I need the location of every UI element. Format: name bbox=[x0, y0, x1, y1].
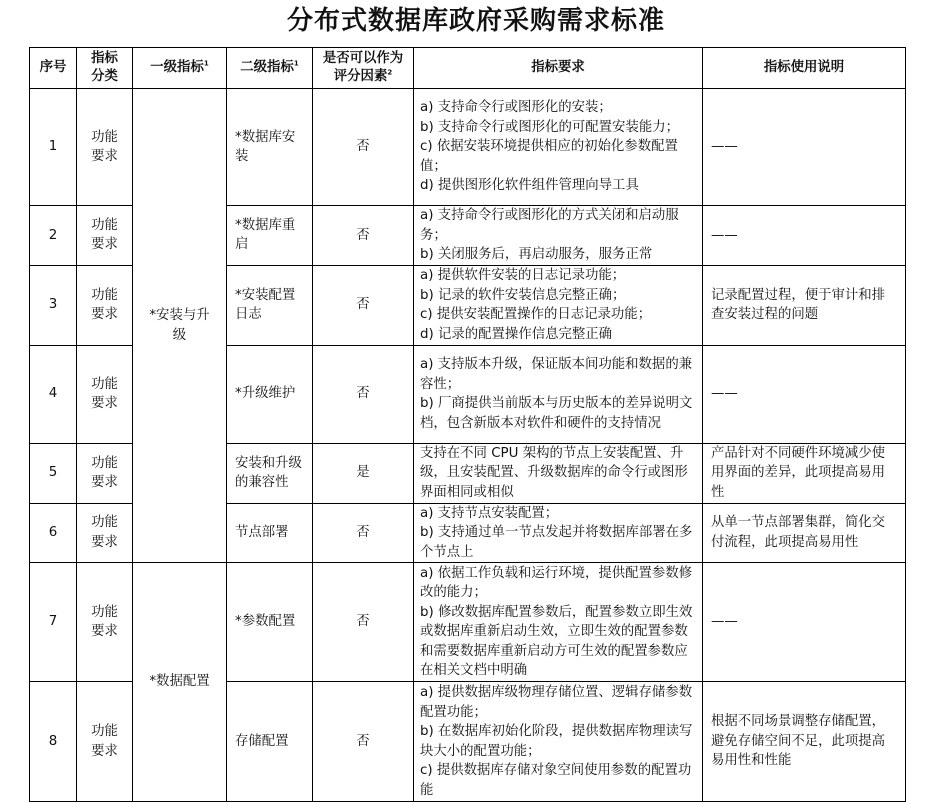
row-level2: 安装和升级的兼容性 bbox=[227, 443, 313, 503]
row-requirements bbox=[414, 563, 703, 682]
requirement-item: d) 提供图形化软件组件管理向导工具 bbox=[420, 178, 639, 194]
header-requirement: 指标要求 bbox=[414, 48, 703, 89]
header-scoring: 是否可以作为评分因素$^2$ bbox=[313, 48, 414, 89]
row-requirements bbox=[414, 89, 703, 206]
row-level2: *参数配置 bbox=[227, 563, 313, 682]
row-index: 1 bbox=[30, 89, 77, 206]
row-scoring: 否 bbox=[313, 206, 414, 266]
row-scoring: 是 bbox=[313, 443, 414, 503]
document-title: 分布式数据库政府采购需求标准 bbox=[286, 6, 665, 36]
row-level2: 节点部署 bbox=[227, 503, 313, 563]
header-index: 序号 bbox=[30, 48, 77, 89]
row-index: 6 bbox=[30, 503, 77, 563]
row-requirements bbox=[414, 265, 703, 345]
level1-group-config: *数据配置 bbox=[133, 563, 227, 802]
row-index: 2 bbox=[30, 206, 77, 266]
row-index: 7 bbox=[30, 563, 77, 682]
row-notes: —— bbox=[703, 345, 906, 443]
header-level2: 二级指标$^1$ bbox=[227, 48, 313, 89]
row-level2: 存储配置 bbox=[227, 682, 313, 802]
row-scoring: 否 bbox=[313, 682, 414, 802]
row-requirements bbox=[414, 206, 703, 266]
row-level2: *数据库重启 bbox=[227, 206, 313, 266]
row-level2: *数据库安装 bbox=[227, 89, 313, 206]
table-row bbox=[30, 89, 906, 206]
requirement-item: b) 修改数据库配置参数后，配置参数立即生效或数据库重新启动生效，立即生效的配置参数和需要数据库重新启动方可生效的配置参数应在相关文档中明确 bbox=[420, 604, 693, 678]
row-category: 功能要求 bbox=[77, 206, 133, 266]
row-scoring: 否 bbox=[313, 563, 414, 682]
header-category: 指标分类 bbox=[77, 48, 133, 89]
row-scoring: 否 bbox=[313, 265, 414, 345]
requirement-item: c) 提供安装配置操作的日志记录功能； bbox=[420, 307, 652, 322]
header-level1: 一级指标$^1$ bbox=[133, 48, 227, 89]
row-index: 3 bbox=[30, 265, 77, 345]
row-category: 功能要求 bbox=[77, 265, 133, 345]
row-index: 8 bbox=[30, 682, 77, 802]
row-category: 功能要求 bbox=[77, 563, 133, 682]
table-row bbox=[30, 563, 906, 682]
row-notes: 从单一节点部署集群，简化交付流程，此项提高易用性 bbox=[703, 503, 906, 563]
requirement-item: a) 支持命令行或图形化的安装； bbox=[420, 100, 612, 116]
row-notes: —— bbox=[703, 563, 906, 682]
row-requirements bbox=[414, 682, 703, 802]
requirement-item: a) 依据工作负载和运行环境，提供配置参数修改的能力； bbox=[420, 565, 693, 600]
row-index: 4 bbox=[30, 345, 77, 443]
row-requirements bbox=[414, 503, 703, 563]
requirement-item: d) 记录的配置操作信息完整正确 bbox=[420, 326, 613, 342]
level1-group-install: *安装与升级 bbox=[133, 89, 227, 563]
requirement-item: a) 支持命令行或图形化的方式关闭和启动服务； bbox=[420, 208, 679, 243]
row-notes: 根据不同场景调整存储配置，避免存储空间不足，此项提高易用性和性能 bbox=[703, 682, 906, 802]
requirement-item: b) 厂商提供当前版本与历史版本的差异说明文档，包含新版本对软件和硬件的支持情况 bbox=[420, 396, 693, 431]
row-notes: —— bbox=[703, 89, 906, 206]
row-notes: 产品针对不同硬件环境减少使用界面的差异，此项提高易用性 bbox=[703, 443, 906, 503]
row-category: 功能要求 bbox=[77, 503, 133, 563]
row-category: 功能要求 bbox=[77, 89, 133, 206]
row-index: 5 bbox=[30, 443, 77, 503]
row-category: 功能要求 bbox=[77, 443, 133, 503]
row-scoring: 否 bbox=[313, 503, 414, 563]
requirement-item: b) 记录的软件安装信息完整正确； bbox=[420, 287, 626, 303]
row-category: 功能要求 bbox=[77, 682, 133, 802]
header-notes: 指标使用说明 bbox=[703, 48, 906, 89]
row-scoring: 否 bbox=[313, 345, 414, 443]
table-header-row bbox=[30, 48, 906, 89]
requirement-item: a) 支持节点安装配置； bbox=[420, 505, 559, 521]
requirements-table bbox=[29, 47, 906, 802]
row-requirements bbox=[414, 345, 703, 443]
requirement-item: b) 关闭服务后，再启动服务，服务正常 bbox=[420, 247, 653, 262]
row-notes: 记录配置过程，便于审计和排查安装过程的问题 bbox=[703, 265, 906, 345]
requirement-item: a) 提供数据库级物理存储位置、逻辑存储参数配置功能； bbox=[420, 685, 693, 720]
requirement-item: c) 提供数据库存储对象空间使用参数的配置功能 bbox=[420, 763, 692, 798]
row-requirements bbox=[414, 443, 703, 503]
requirement-item: a) 提供软件安装的日志记录功能； bbox=[420, 268, 626, 283]
requirement-item: a) 支持版本升级，保证版本间功能和数据的兼容性； bbox=[420, 357, 693, 392]
row-scoring: 否 bbox=[313, 89, 414, 206]
row-notes: —— bbox=[703, 206, 906, 266]
row-level2: *升级维护 bbox=[227, 345, 313, 443]
requirement-item: b) 在数据库初始化阶段，提供数据库物理读写块大小的配置功能； bbox=[420, 724, 693, 759]
requirement-item: b) 支持通过单一节点发起并将数据库部署在多个节点上 bbox=[420, 525, 693, 560]
requirement-item: b) 支持命令行或图形化的可配置安装能力； bbox=[420, 119, 680, 135]
row-level2: *安装配置日志 bbox=[227, 265, 313, 345]
requirement-item: c) 依据安装环境提供相应的初始化参数配置值； bbox=[420, 139, 678, 174]
requirement-item: 支持在不同 CPU 架构的节点上安装配置、升级，且安装配置、升级数据库的命令行或图形界面相同或相似 bbox=[420, 445, 688, 500]
row-category: 功能要求 bbox=[77, 345, 133, 443]
